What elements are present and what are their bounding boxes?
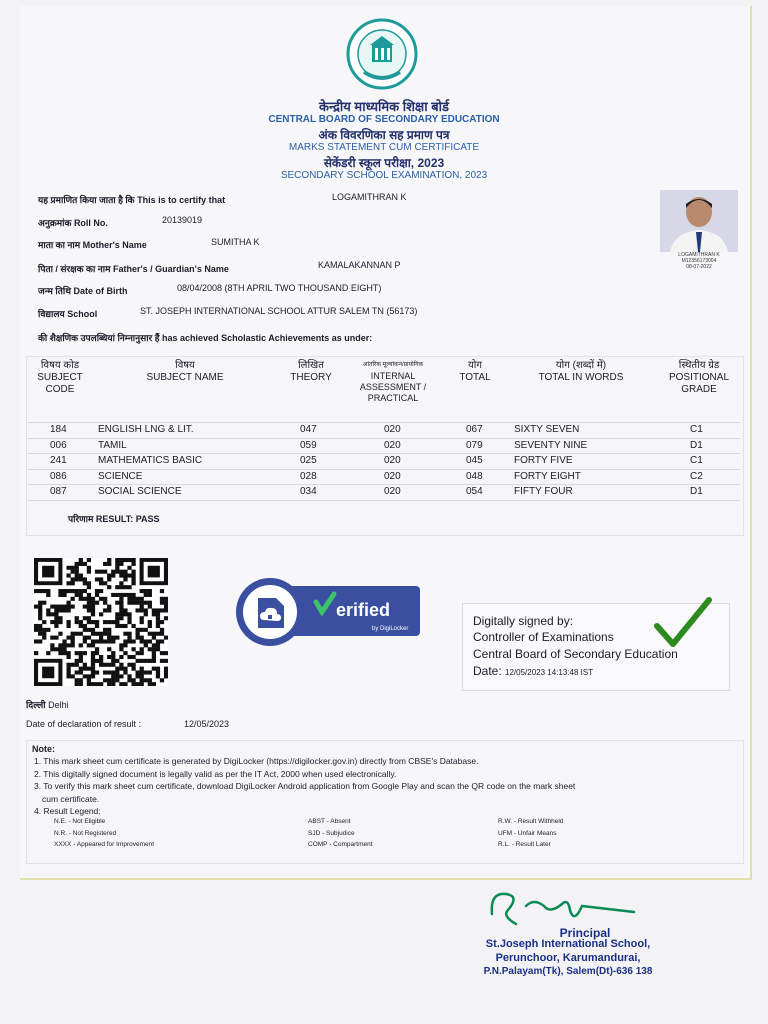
legend-entry: R.W. - Result Withheld (498, 818, 564, 825)
cell-name: SOCIAL SCIENCE (98, 486, 182, 497)
legend-entry: SJD - Subjudice (308, 829, 355, 837)
document-cloud-icon (258, 598, 284, 628)
cell-words: FORTY EIGHT (514, 470, 581, 482)
cell-name: ENGLISH LNG & LIT. (98, 424, 194, 435)
cell-ia: 020 (384, 470, 401, 482)
cell-total: 045 (466, 455, 483, 466)
cell-code: 006 (50, 439, 67, 451)
cell-ia: 020 (384, 455, 401, 466)
verified-by-digilocker-badge (234, 578, 422, 646)
board-name-hindi: केन्द्रीय माध्यमिक शिक्षा बोर्ड (319, 99, 449, 114)
cell-total: 079 (466, 439, 483, 451)
header-subject-name: विषय SUBJECT NAME (146, 360, 224, 383)
row-divider (28, 422, 740, 423)
school-label: विद्यालय School (38, 309, 98, 319)
row-divider (28, 453, 740, 454)
legend-entry: ABST - Absent (308, 818, 351, 825)
exam-title-hindi: सेकेंडरी स्कूल परीक्षा, 2023 (323, 156, 445, 170)
note-item: 3. To verify this mark sheet cum certificate, download DigiLocker Android application from Google Play and scan the QR code on the mark sheet (34, 781, 576, 791)
cell-grade: C2 (690, 470, 703, 482)
legend-entry: R.L. - Result Later (498, 841, 551, 848)
notes-title: Note: (32, 744, 55, 754)
legend-entry: UFM - Unfair Means (498, 829, 557, 837)
certify-label: यह प्रमाणित किया जाता है कि This is to certify that (38, 195, 226, 205)
principal-title: Principal (559, 926, 611, 940)
cell-theory: 047 (300, 424, 317, 435)
signed-date: Date: 12/05/2023 14:13:48 IST (473, 664, 594, 678)
header-theory: लिखित THEORY (290, 360, 332, 383)
achievements-label: की शैक्षणिक उपलब्धियां निम्नानुसार हैं has achieved Scholastic Achievements as under: (38, 333, 373, 343)
signed-by-label: Digitally signed by: (473, 614, 574, 628)
legend-entry: N.E. - Not Eligible (54, 818, 106, 825)
cell-words: SEVENTY NINE (514, 439, 588, 451)
header-positional-grade: स्थितीय ग्रेड POSITIONAL GRADE (668, 360, 729, 395)
note-item: cum certificate. (42, 793, 100, 804)
row-divider (28, 500, 740, 501)
cell-code: 086 (50, 470, 67, 482)
note-item: 1. This mark sheet cum certificate is generated by DigiLocker (https://digilocker.gov.in) directly from CBSE's Database. (34, 756, 479, 766)
cell-ia: 020 (384, 486, 401, 497)
cell-grade: C1 (690, 424, 703, 435)
cell-words: FIFTY FOUR (514, 486, 573, 497)
cell-code: 241 (50, 455, 67, 466)
row-divider (28, 484, 740, 485)
legend-entry: XXXX - Appeared for Improvement (54, 841, 155, 848)
declaration-date-label: Date of declaration of result : (26, 719, 142, 729)
cell-theory: 034 (300, 486, 317, 497)
header-total-in-words: योग (शब्दों में) TOTAL IN WORDS (538, 360, 624, 383)
school-name: ST. JOSEPH INTERNATIONAL SCHOOL ATTUR SALEM TN (56173) (140, 306, 418, 316)
qr-code[interactable] (34, 558, 168, 686)
photo-caption: LOGAMITHRAN K M12356173004 08-07-2022 (678, 252, 720, 270)
cell-name: TAMIL (98, 439, 127, 451)
signer-organisation: Central Board of Secondary Education (473, 647, 678, 661)
roll-label: अनुक्रमांक Roll No. (38, 218, 108, 228)
date-of-birth: 08/04/2008 (8TH APRIL TWO THOUSAND EIGHT) (177, 283, 382, 293)
dob-label: जन्म तिथि Date of Birth (38, 286, 128, 296)
cell-total: 067 (466, 424, 483, 435)
mother-label: माता का नाम Mother's Name (38, 240, 147, 250)
certificate-title-hindi: अंक विवरणिका सह प्रमाण पत्र (318, 128, 450, 142)
cell-grade: C1 (690, 455, 703, 466)
row-divider (28, 438, 740, 439)
cbse-logo (346, 18, 418, 90)
result-label: परिणाम RESULT: PASS (68, 514, 160, 524)
cell-theory: 025 (300, 455, 317, 466)
note-item: 2. This digitally signed document is legally valid as per the IT Act, 2000 when used electronically. (34, 768, 397, 779)
cell-theory: 028 (300, 470, 317, 482)
verified-sub: by DigiLocker (372, 626, 409, 632)
stamp-school-name: St.Joseph International School, (485, 938, 651, 950)
cell-words: SIXTY SEVEN (514, 424, 580, 435)
legend-entry: COMP - Compartment (308, 841, 373, 848)
row-divider (28, 469, 740, 470)
place: दिल्ली Delhi (26, 700, 69, 710)
father-label: पिता / संरक्षक का नाम Father's / Guardian's Name (38, 264, 229, 274)
cell-theory: 059 (300, 439, 317, 451)
signer-title: Controller of Examinations (473, 630, 614, 644)
exam-title-english: SECONDARY SCHOOL EXAMINATION, 2023 (280, 170, 488, 181)
legend-entry: N.R. - Not Registered (54, 829, 117, 837)
cell-name: SCIENCE (98, 470, 143, 482)
cell-ia: 020 (384, 424, 401, 435)
candidate-name: LOGAMITHRAN K (332, 192, 407, 202)
cell-code: 087 (50, 486, 67, 497)
cell-grade: D1 (690, 486, 703, 497)
checkmark-icon (653, 596, 713, 652)
cell-ia: 020 (384, 439, 401, 451)
header-internal-assessment: आंतरिक मूल्यांकन/प्रायोगिक INTERNAL ASSESSMENT / PRACTICAL (359, 362, 427, 403)
cell-total: 054 (466, 486, 483, 497)
cell-name: MATHEMATICS BASIC (98, 455, 203, 466)
cell-words: FORTY FIVE (514, 455, 573, 466)
verified-text: erified (336, 600, 391, 620)
note-item: 4. Result Legend: (34, 806, 101, 816)
declaration-date: 12/05/2023 (184, 719, 230, 729)
header-total: योग TOTAL (459, 360, 491, 383)
cell-total: 048 (466, 470, 483, 482)
candidate-photo (660, 190, 738, 252)
cell-grade: D1 (690, 439, 703, 451)
mother-name: SUMITHA K (211, 237, 260, 247)
roll-number: 20139019 (162, 215, 203, 225)
father-name: KAMALAKANNAN P (318, 260, 401, 270)
digital-signature-box (462, 603, 730, 691)
header-subject-code: विषय कोड SUBJECT CODE (37, 360, 83, 395)
cell-code: 184 (50, 424, 67, 435)
principal-signature (486, 884, 636, 932)
board-name-english: CENTRAL BOARD OF SECONDARY EDUCATION (268, 114, 500, 125)
certificate-title-english: MARKS STATEMENT CUM CERTIFICATE (288, 142, 480, 153)
stamp-city-line: P.N.Palayam(Tk), Salem(Dt)-636 138 (483, 966, 653, 977)
stamp-address-line: Perunchoor, Karumandurai, (495, 952, 641, 964)
